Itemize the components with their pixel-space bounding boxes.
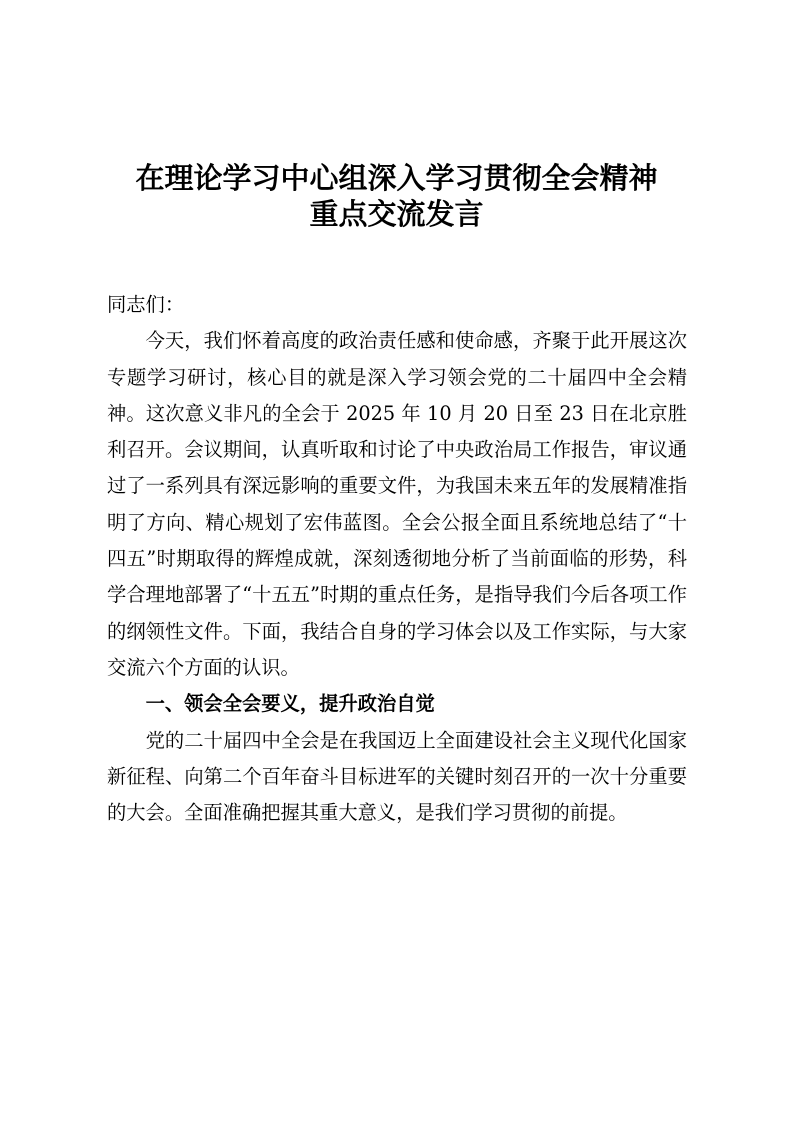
document-title-line-2: 重点交流发言 (309, 197, 484, 231)
document-body (107, 287, 687, 831)
document-title-line-1: 在理论学习中心组深入学习贯彻全会精神 (135, 161, 658, 195)
greeting: 同志们： (107, 293, 185, 316)
section-heading-1: 一、领会全会要义，提升政治自觉 (145, 692, 435, 716)
paragraph-section-1: 党的二十届四中全会是在我国迈上全面建设社会主义现代化国家新征程、向第二个百年奋斗目标进军的关键时刻召开的一次十分重要的大会。全面准确把握其重大意义，是我们学习贯彻的前提。 (107, 728, 687, 825)
paragraph-intro: 今天，我们怀着高度的政治责任感和使命感，齐聚于此开展这次专题学习研讨，核心目的就是深入学习领会党的二十届四中全会精神。这次意义非凡的全会于 2025 年 10 月 20 日至 23 日在北京胜利召开。会议期间，认真听取和讨论了中央政治局工作报告，审议通过了一系列具有深远影响的重要文件，为我国未来五年的发展精准指明了方向、精心规划了宏伟蓝图。全会公报全面且系统地总结了“十四五”时期取得的辉煌成就，深刻透彻地分析了当前面临的形势，科学合理地部署了“十五五”时期的重点任务，是指导我们今后各项工作的纲领性文件。下面，我结合自身的学习体会以及工作实际，与大家交流六个方面的认识。 (107, 329, 687, 679)
